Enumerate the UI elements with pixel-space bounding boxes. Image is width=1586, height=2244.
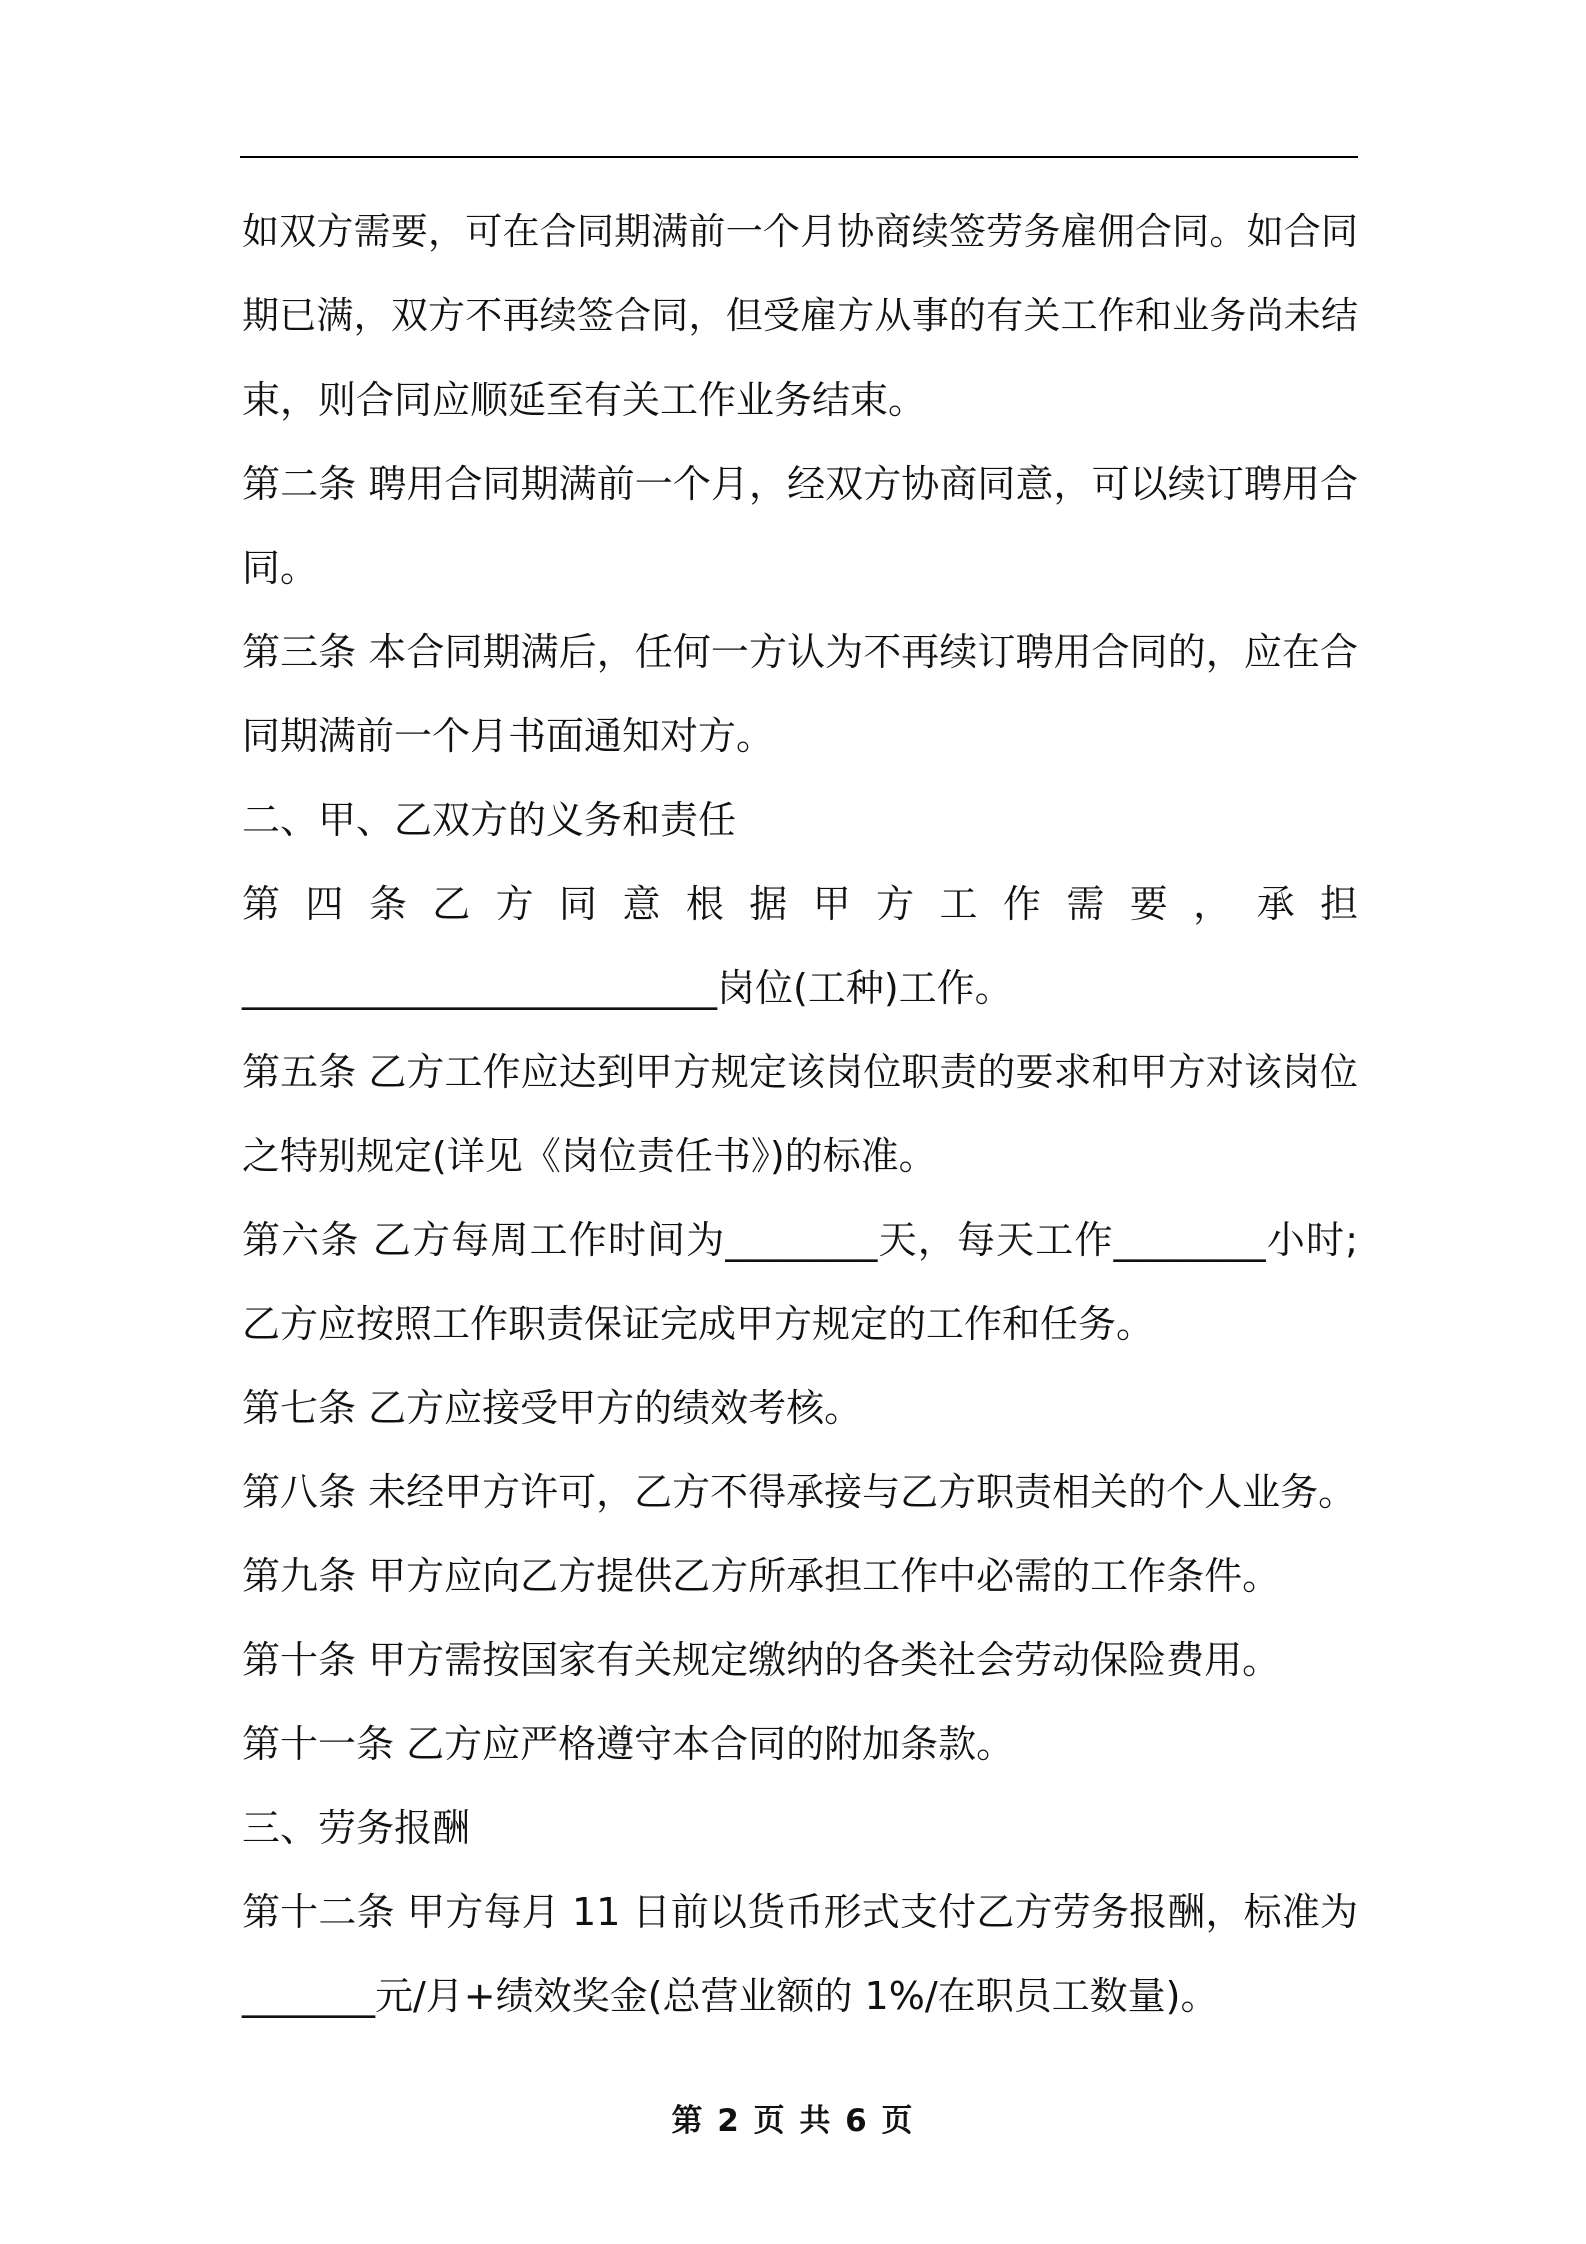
text-line: _________________________岗位(工种)工作。 [242,966,1013,1010]
text-line: 乙方应按照工作职责保证完成甲方规定的工作和任务。 [242,1302,1155,1346]
article-3-line: 第三条 本合同期满后，任何一方认为不再续订聘用合同的，应在合 [242,630,1358,674]
article-2-line: 第二条 聘用合同期满前一个月，经双方协商同意，可以续订聘用合 [242,462,1358,506]
article-11-line: 第十一条 乙方应严格遵守本合同的附加条款。 [242,1722,1015,1766]
article-7-line: 第七条 乙方应接受甲方的绩效考核。 [242,1386,863,1430]
article-4-line: 第 四 条 乙 方 同 意 根 据 甲 方 工 作 需 要 ， 承 担 [242,882,1358,926]
article-5-line: 第五条 乙方工作应达到甲方规定该岗位职责的要求和甲方对该岗位 [242,1050,1358,1094]
article-8-line: 第八条 未经甲方许可，乙方不得承接与乙方职责相关的个人业务。 [242,1470,1357,1514]
article-12-line: 第十二条 甲方每月 11 日前以货币形式支付乙方劳务报酬，标准为 [242,1890,1358,1934]
section-heading: 三、劳务报酬 [242,1806,471,1850]
article-9-line: 第九条 甲方应向乙方提供乙方所承担工作中必需的工作条件。 [242,1554,1281,1598]
article-6-line: 第六条 乙方每周工作时间为________天，每天工作________小时; [242,1218,1358,1262]
text-line: 之特别规定(详见《岗位责任书》)的标准。 [242,1134,937,1178]
text-line: 期已满，双方不再续签合同，但受雇方从事的有关工作和业务尚未结 [242,294,1358,337]
text-line: 束，则合同应顺延至有关工作业务结束。 [242,378,927,422]
header-rule [240,156,1358,158]
page-number: 第 2 页 共 6 页 [671,2103,915,2139]
text-line: 如双方需要，可在合同期满前一个月协商续签劳务雇佣合同。如合同 [242,210,1358,253]
text-line: 同。 [242,546,319,590]
text-line: _______元/月+绩效奖金(总营业额的 1%/在职员工数量)。 [242,1974,1219,2018]
text-line: 同期满前一个月书面通知对方。 [242,714,775,758]
article-10-line: 第十条 甲方需按国家有关规定缴纳的各类社会劳动保险费用。 [242,1638,1281,1682]
section-heading: 二、甲、乙双方的义务和责任 [242,798,737,842]
document-body [242,190,1358,2038]
